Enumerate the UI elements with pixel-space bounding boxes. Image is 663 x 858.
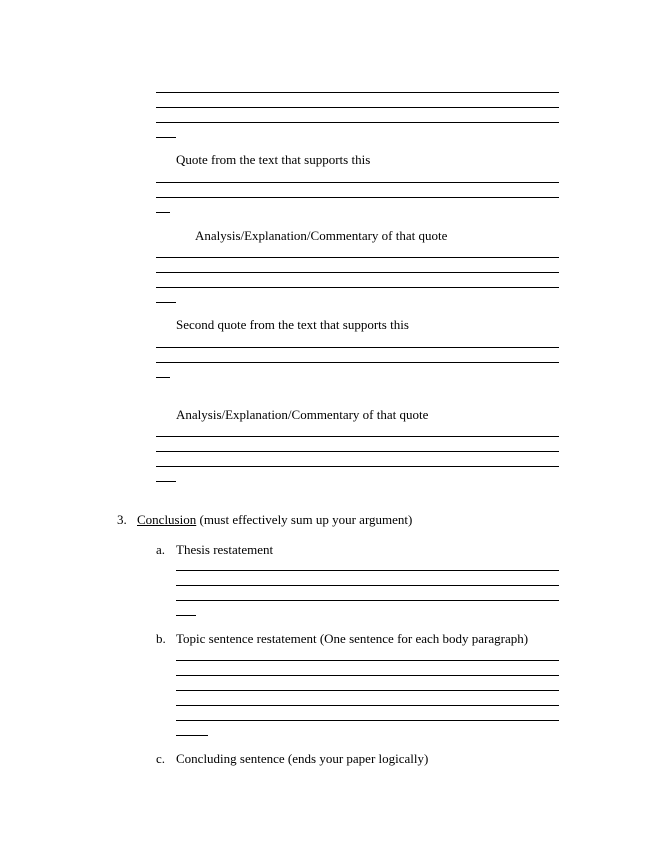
item-c-label: Concluding sentence (ends your paper logically): [176, 751, 429, 766]
answer-line-short: [176, 615, 196, 616]
item-b-label: Topic sentence restatement (One sentence for each body paragraph): [176, 631, 529, 646]
answer-line: [156, 466, 559, 467]
answer-line: [176, 705, 559, 706]
analysis-2-label: Analysis/Explanation/Commentary of that quote: [176, 407, 429, 422]
quote-1-label: Quote from the text that supports this: [176, 152, 371, 167]
answer-line: [176, 660, 559, 661]
item-a-marker: a.: [156, 542, 166, 557]
conclusion-number: 3.: [117, 512, 127, 527]
answer-line: [176, 600, 559, 601]
answer-line: [156, 122, 559, 123]
conclusion-title: Conclusion: [137, 512, 197, 527]
answer-line: [176, 585, 559, 586]
conclusion-description: (must effectively sum up your argument): [196, 512, 413, 527]
answer-line: [156, 92, 559, 93]
answer-line-short: [156, 481, 176, 482]
item-a-label: Thesis restatement: [176, 542, 274, 557]
answer-line-short: [156, 137, 176, 138]
answer-line: [156, 197, 559, 198]
answer-line: [156, 287, 559, 288]
quote-2-label: Second quote from the text that supports this: [176, 317, 409, 332]
answer-line: [156, 347, 559, 348]
answer-line: [156, 451, 559, 452]
item-b-marker: b.: [156, 631, 166, 646]
answer-line: [156, 272, 559, 273]
answer-line: [156, 362, 559, 363]
answer-line-short: [156, 212, 170, 213]
answer-line-short: [156, 302, 176, 303]
answer-line-short: [176, 735, 208, 736]
answer-line: [156, 107, 559, 108]
answer-line: [176, 720, 559, 721]
answer-line: [156, 182, 559, 183]
answer-line: [156, 436, 559, 437]
answer-line: [156, 257, 559, 258]
conclusion-heading: [137, 512, 412, 528]
answer-line: [176, 570, 559, 571]
answer-line-short: [156, 377, 170, 378]
analysis-1-label: Analysis/Explanation/Commentary of that quote: [195, 228, 448, 243]
answer-line: [176, 690, 559, 691]
answer-line: [176, 675, 559, 676]
item-c-marker: c.: [156, 751, 166, 766]
